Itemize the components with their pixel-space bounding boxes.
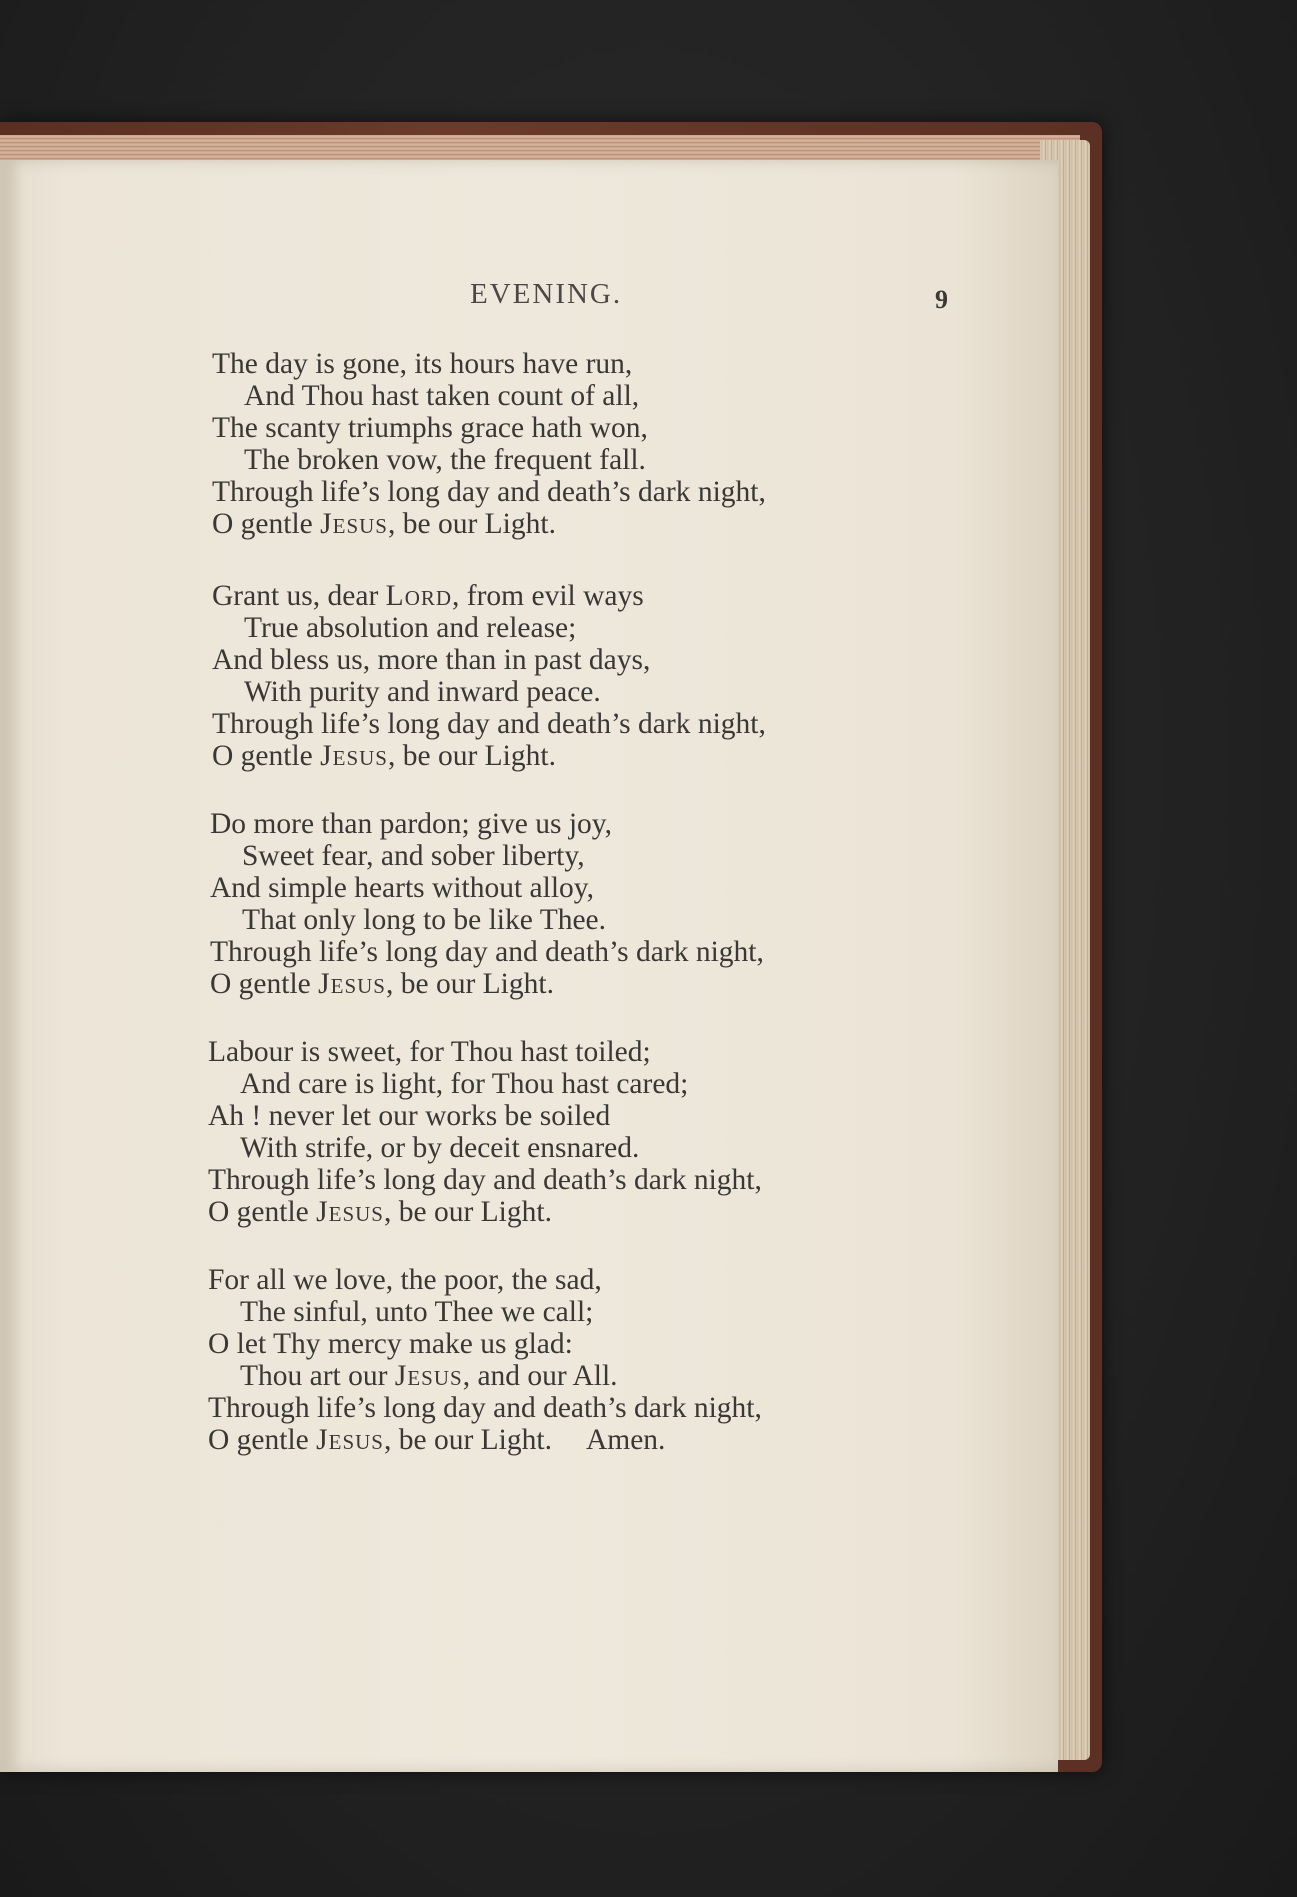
line-text: , be our Light. <box>387 740 556 772</box>
stanza-5 <box>208 1264 762 1456</box>
line-text: O gentle <box>210 968 319 1000</box>
stanza-3 <box>210 808 764 1000</box>
verse-line: That only long to be like Thee. <box>242 904 607 936</box>
refrain-line <box>208 1424 762 1456</box>
page-gutter <box>0 160 24 1772</box>
divine-name: Jesus <box>320 740 388 772</box>
divine-name: Jesus <box>318 968 386 1000</box>
verse-line: The sinful, unto Thee we call; <box>240 1296 594 1328</box>
refrain-line <box>208 1196 762 1228</box>
verse-line: The broken vow, the frequent fall. <box>244 444 646 476</box>
refrain-line: Through life’s long day and death’s dark night, <box>208 1392 762 1424</box>
running-head: EVENING. <box>470 278 623 310</box>
verse-line: With strife, or by deceit ensnared. <box>240 1132 640 1164</box>
line-text: , from evil ways <box>452 580 644 612</box>
line-text: , be our Light. <box>387 508 556 540</box>
verse-line: And Thou hast taken count of all, <box>244 380 640 412</box>
verse-line: For all we love, the poor, the sad, <box>208 1264 602 1296</box>
stanza-4 <box>208 1036 762 1228</box>
line-text: O gentle <box>208 1196 317 1228</box>
line-text: O gentle <box>212 740 321 772</box>
divine-name: Jesus <box>394 1360 463 1392</box>
page-top-edge <box>0 135 1080 161</box>
verse-line: O let Thy mercy make us glad: <box>208 1328 573 1360</box>
verse-line: And simple hearts without alloy, <box>210 872 594 904</box>
verse-line: Ah ! never let our works be soiled <box>208 1100 611 1132</box>
line-text: Grant us, dear <box>212 580 386 612</box>
line-text: O gentle <box>212 508 321 540</box>
refrain-line <box>212 508 766 540</box>
line-text: Thou art our <box>240 1360 395 1392</box>
refrain-line: Through life’s long day and death’s dark night, <box>210 936 764 968</box>
divine-name: Jesus <box>320 508 388 540</box>
line-text: , be our Light. <box>383 1196 552 1228</box>
verse-line: True absolution and release; <box>244 612 577 644</box>
refrain-line <box>210 968 764 1000</box>
divine-name: Jesus <box>316 1196 384 1228</box>
stanza-2 <box>212 580 766 772</box>
refrain-line: Through life’s long day and death’s dark night, <box>212 476 766 508</box>
line-text: , be our Light. <box>383 1424 552 1456</box>
verse-line: The day is gone, its hours have run, <box>212 348 633 380</box>
refrain-line: Through life’s long day and death’s dark night, <box>212 708 766 740</box>
verse-line: And care is light, for Thou hast cared; <box>240 1068 689 1100</box>
line-text: O gentle <box>208 1424 317 1456</box>
verse-line: With purity and inward peace. <box>244 676 601 708</box>
verse-line: Labour is sweet, for Thou hast toiled; <box>208 1036 651 1068</box>
refrain-line: Through life’s long day and death’s dark night, <box>208 1164 762 1196</box>
amen: Amen. <box>585 1424 666 1456</box>
line-text: , be our Light. <box>385 968 554 1000</box>
verse-line <box>212 580 766 612</box>
refrain-line <box>212 740 766 772</box>
stanza-1 <box>212 348 766 540</box>
verse-line: Do more than pardon; give us joy, <box>210 808 612 840</box>
divine-name: Lord <box>385 580 453 612</box>
divine-name: Jesus <box>316 1424 384 1456</box>
page-number: 9 <box>935 285 948 314</box>
verse-line: The scanty triumphs grace hath won, <box>212 412 648 444</box>
verse-line: And bless us, more than in past days, <box>212 644 651 676</box>
verse-line <box>208 1360 762 1392</box>
line-text: , and our All. <box>462 1360 618 1392</box>
verse-line: Sweet fear, and sober liberty, <box>242 840 585 872</box>
